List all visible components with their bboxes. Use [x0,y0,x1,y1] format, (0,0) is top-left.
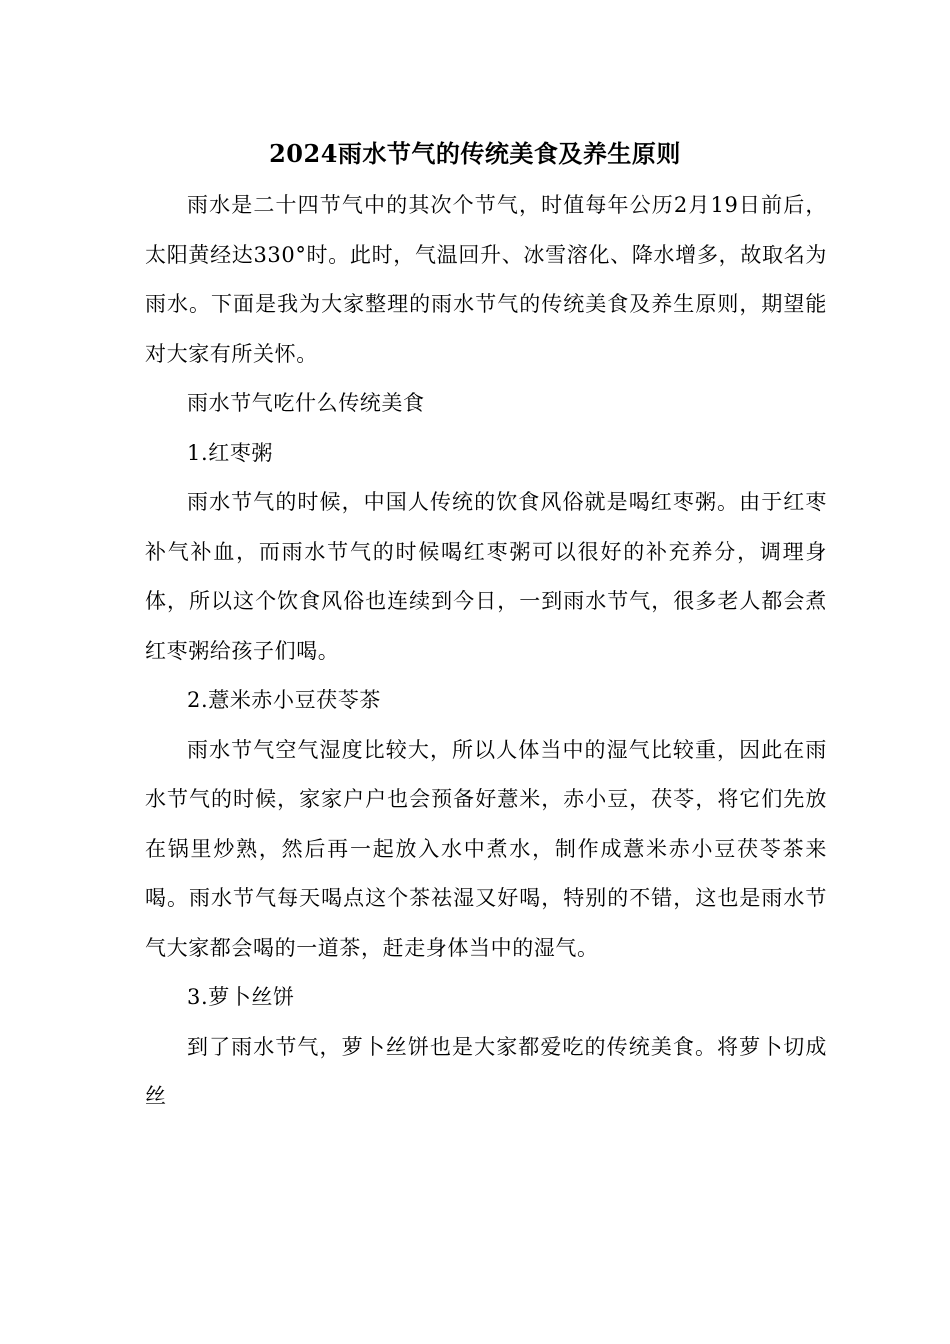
body-paragraph: 雨水节气的时候，中国人传统的饮食风俗就是喝红枣粥。由于红枣补气补血，而雨水节气的时候喝红枣粥可以很好的补充养分，调理身体，所以这个饮食风俗也连续到今日，一到雨水节气，很多老人都会煮红枣粥给孩子们喝。 [145,490,827,663]
document-body [145,181,827,1122]
body-paragraph: 到了雨水节气，萝卜丝饼也是大家都爱吃的传统美食。将萝卜切成丝 [145,1034,827,1108]
item-heading-luobo-bing: 3.萝卜丝饼 [187,985,295,1009]
body-paragraph: 雨水节气空气湿度比较大，所以人体当中的湿气比较重，因此在雨水节气的时候，家家户户也会预备好薏米，赤小豆，茯苓，将它们先放在锅里炒熟，然后再一起放入水中煮水，制作成薏米赤小豆茯苓茶来喝。雨水节气每天喝点这个茶祛湿又好喝，特别的不错，这也是雨水节气大家都会喝的一道茶，赶走身体当中的湿气。 [145,737,827,960]
section-heading: 雨水节气吃什么传统美食 [187,391,425,415]
item-heading-yimi-tea: 2.薏米赤小豆茯苓茶 [187,688,382,712]
document-title: 2024雨水节气的传统美食及养生原则 [269,139,681,168]
intro-paragraph: 雨水是二十四节气中的其次个节气，时值每年公历2月19日前后，太阳黄经达330°时。此时，气温回升、冰雪溶化、降水增多，故取名为雨水。下面是我为大家整理的雨水节气的传统美食及养生原则，期望能对大家有所关怀。 [145,193,827,366]
item-heading-hongzaozhou: 1.红枣粥 [187,440,274,465]
